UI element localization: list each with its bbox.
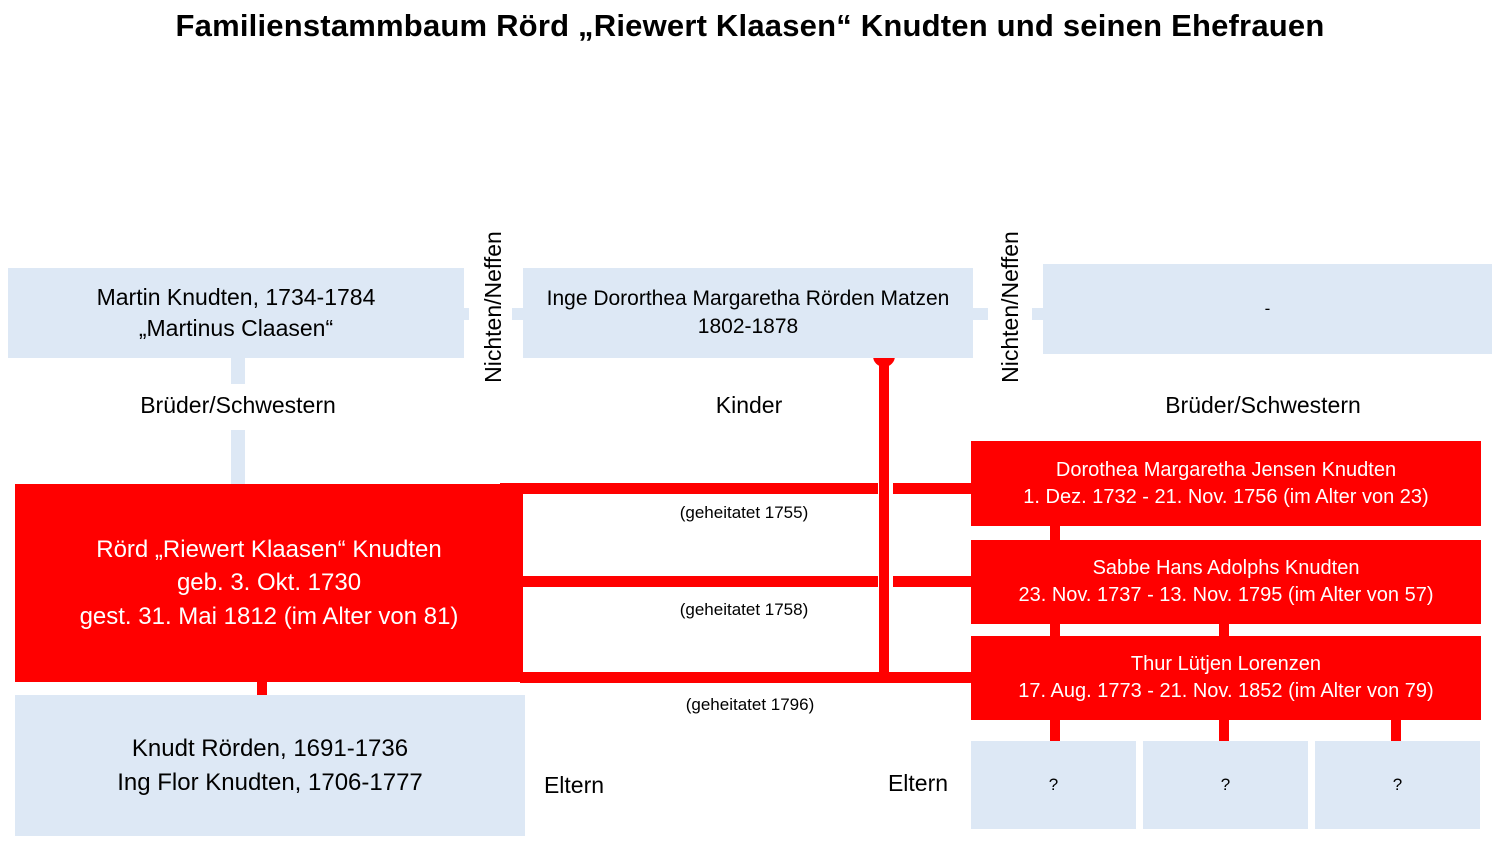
spouse-box-1[interactable] <box>971 441 1481 526</box>
sibling-connector-upper <box>231 356 245 384</box>
main-person-box[interactable] <box>15 484 523 682</box>
marriage-line-2-left <box>520 576 878 587</box>
marriage-line-1-left <box>500 483 878 494</box>
main-person-death: gest. 31. Mai 1812 (im Alter von 81) <box>79 602 459 630</box>
spouse-parents-connector-3 <box>1391 718 1401 742</box>
mother-entry: Ing Flor Knudten, 1706-1777 <box>117 768 423 796</box>
nieces-nephews-label-right: Nichten/Neffen <box>997 231 1023 383</box>
child-box[interactable] <box>523 268 973 358</box>
spouse-1-parents: ? <box>1048 774 1059 794</box>
marriage-label-1: (geheitatet 1755) <box>679 503 809 522</box>
sibling-connector-lower <box>231 430 245 486</box>
page-title: Familienstammbaum Rörd „Riewert Klaasen“ Knudten und seinen Ehefrauen <box>175 8 1325 43</box>
spouse-parents-box-1[interactable] <box>971 741 1136 829</box>
spouse-parents-connector-2 <box>1219 718 1229 742</box>
child-name: Inge Dororthea Margaretha Rörden Matzen <box>546 286 950 310</box>
spouse-sibling-box[interactable] <box>1043 264 1492 354</box>
spouse-sibling-value: - <box>1264 298 1271 318</box>
spouse-parents-box-3[interactable] <box>1315 741 1480 829</box>
spouse-1-dates: 1. Dez. 1732 - 21. Nov. 1756 (im Alter von 23) <box>1023 485 1429 508</box>
children-label: Kinder <box>715 392 783 418</box>
marriage-line-3 <box>520 672 973 683</box>
parents-label-right: Eltern <box>887 770 949 796</box>
child-descent-line <box>879 356 889 678</box>
nieces-nephews-label-left: Nichten/Neffen <box>480 231 506 383</box>
marriage-label-3: (geheitatet 1796) <box>685 695 815 714</box>
sibling-box[interactable] <box>8 268 464 358</box>
sibling-name: Martin Knudten, 1734-1784 <box>96 283 376 310</box>
marriage-label-2: (geheitatet 1758) <box>679 600 809 619</box>
spouse-parents-connector-1 <box>1050 718 1060 742</box>
sibling-alias: „Martinus Claasen“ <box>138 315 334 341</box>
brothers-sisters-label-right: Brüder/Schwestern <box>1165 392 1361 418</box>
marriage-line-2-right <box>893 576 973 587</box>
spouse-parents-box-2[interactable] <box>1143 741 1308 829</box>
main-parents-connector <box>257 680 267 696</box>
marriage-line-1-right <box>893 483 973 494</box>
brothers-sisters-label-left: Brüder/Schwestern <box>140 392 336 418</box>
spouse-3-name: Thur Lütjen Lorenzen <box>1130 653 1322 675</box>
spouse-box-3[interactable] <box>971 636 1481 720</box>
spouse-2-parents: ? <box>1220 774 1231 794</box>
spouse-box-2[interactable] <box>971 540 1481 624</box>
main-person-birth: geb. 3. Okt. 1730 <box>176 569 362 597</box>
spouse-1-name: Dorothea Margaretha Jensen Knudten <box>1055 458 1397 481</box>
spouse-3-parents: ? <box>1392 774 1403 794</box>
main-person-name: Rörd „Riewert Klaasen“ Knudten <box>96 535 442 563</box>
spouse-2-dates: 23. Nov. 1737 - 13. Nov. 1795 (im Alter von 57) <box>1018 584 1434 606</box>
father-entry: Knudt Rörden, 1691-1736 <box>131 734 409 762</box>
child-dates: 1802-1878 <box>697 315 799 338</box>
parents-box[interactable] <box>15 695 525 836</box>
spouse-3-dates: 17. Aug. 1773 - 21. Nov. 1852 (im Alter von 79) <box>1018 680 1434 702</box>
parents-label-left: Eltern <box>543 772 605 798</box>
spouse-2-name: Sabbe Hans Adolphs Knudten <box>1092 557 1360 579</box>
